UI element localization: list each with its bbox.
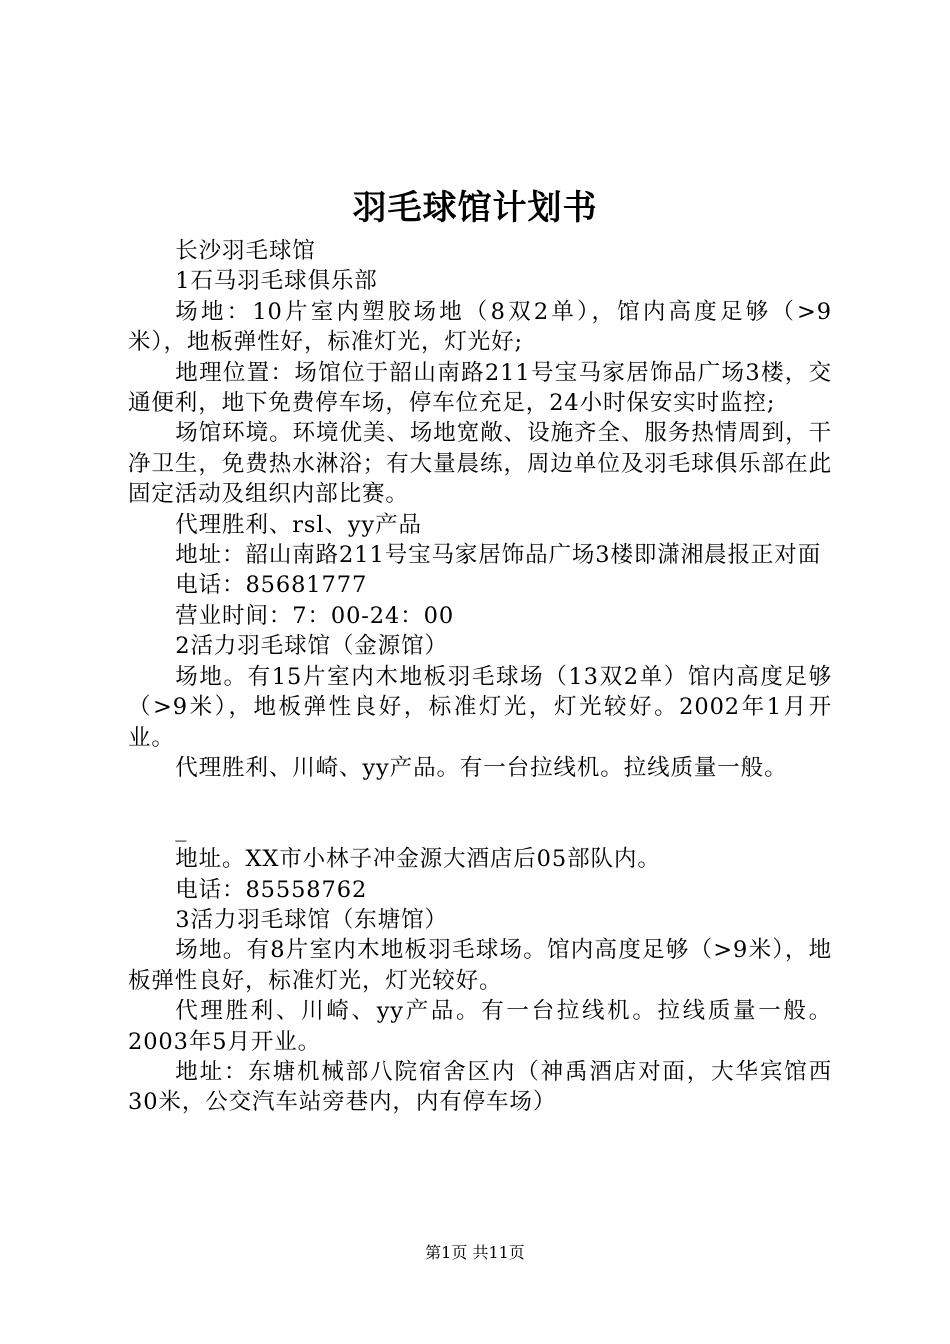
paragraph: 营业时间：7：00-24：00 — [175, 602, 455, 629]
document-body — [128, 236, 832, 1118]
page-number-footer: 第1页 共11页 — [425, 1243, 525, 1262]
paragraph: _ — [175, 815, 188, 842]
paragraph: 地址。XX市小林子冲金源大酒店后05部队内。 — [175, 846, 661, 873]
paragraph: 场馆环境。环境优美、场地宽敞、设施齐全、服务热情周到，干净卫生，免费热水淋浴；有大量晨练，周边单位及羽毛球俱乐部在此固定活动及组织内部比赛。 — [128, 420, 832, 508]
paragraph: 代理胜利、川崎、yy产品。有一台拉线机。拉线质量一般。 — [175, 754, 788, 781]
paragraph: 电话：85681777 — [175, 572, 368, 599]
paragraph: 3活力羽毛球馆（东塘馆） — [175, 906, 448, 933]
paragraph: 1石马羽毛球俱乐部 — [175, 268, 378, 295]
paragraph: 地址：东塘机械部八院宿舍区内（神禹酒店对面，大华宾馆西30米，公交汽车站旁巷内，内有停车场） — [128, 1058, 832, 1116]
paragraph: 2活力羽毛球馆（金源馆） — [175, 633, 448, 660]
paragraph: 长沙羽毛球馆 — [175, 238, 316, 264]
document-title: 羽毛球馆计划书 — [352, 188, 598, 228]
blank-line — [128, 783, 832, 813]
paragraph: 地理位置：场馆位于韶山南路211号宝马家居饰品广场3楼，交通便利，地下免费停车场，停车位充足，24小时保安实时监控; — [128, 359, 832, 417]
paragraph: 代理胜利、川崎、yy产品。有一台拉线机。拉线质量一般。2003年5月开业。 — [128, 998, 832, 1055]
paragraph: 场地。有15片室内木地板羽毛球场（13双2单）馆内高度足够（>9米），地板弹性良好，标准灯光，灯光较好。2002年1月开业。 — [128, 663, 832, 751]
paragraph: 场地：10片室内塑胶场地（8双2单），馆内高度足够（>9米），地板弹性好，标准灯光，灯光好; — [128, 298, 832, 356]
paragraph: 场地。有8片室内木地板羽毛球场。馆内高度足够（>9米），地板弹性良好，标准灯光，灯光较好。 — [128, 937, 832, 994]
paragraph: 代理胜利、rsl、yy产品 — [175, 511, 422, 538]
paragraph: 电话：85558762 — [175, 876, 368, 903]
paragraph: 地址：韶山南路211号宝马家居饰品广场3楼即潇湘晨报正对面 — [175, 542, 822, 569]
